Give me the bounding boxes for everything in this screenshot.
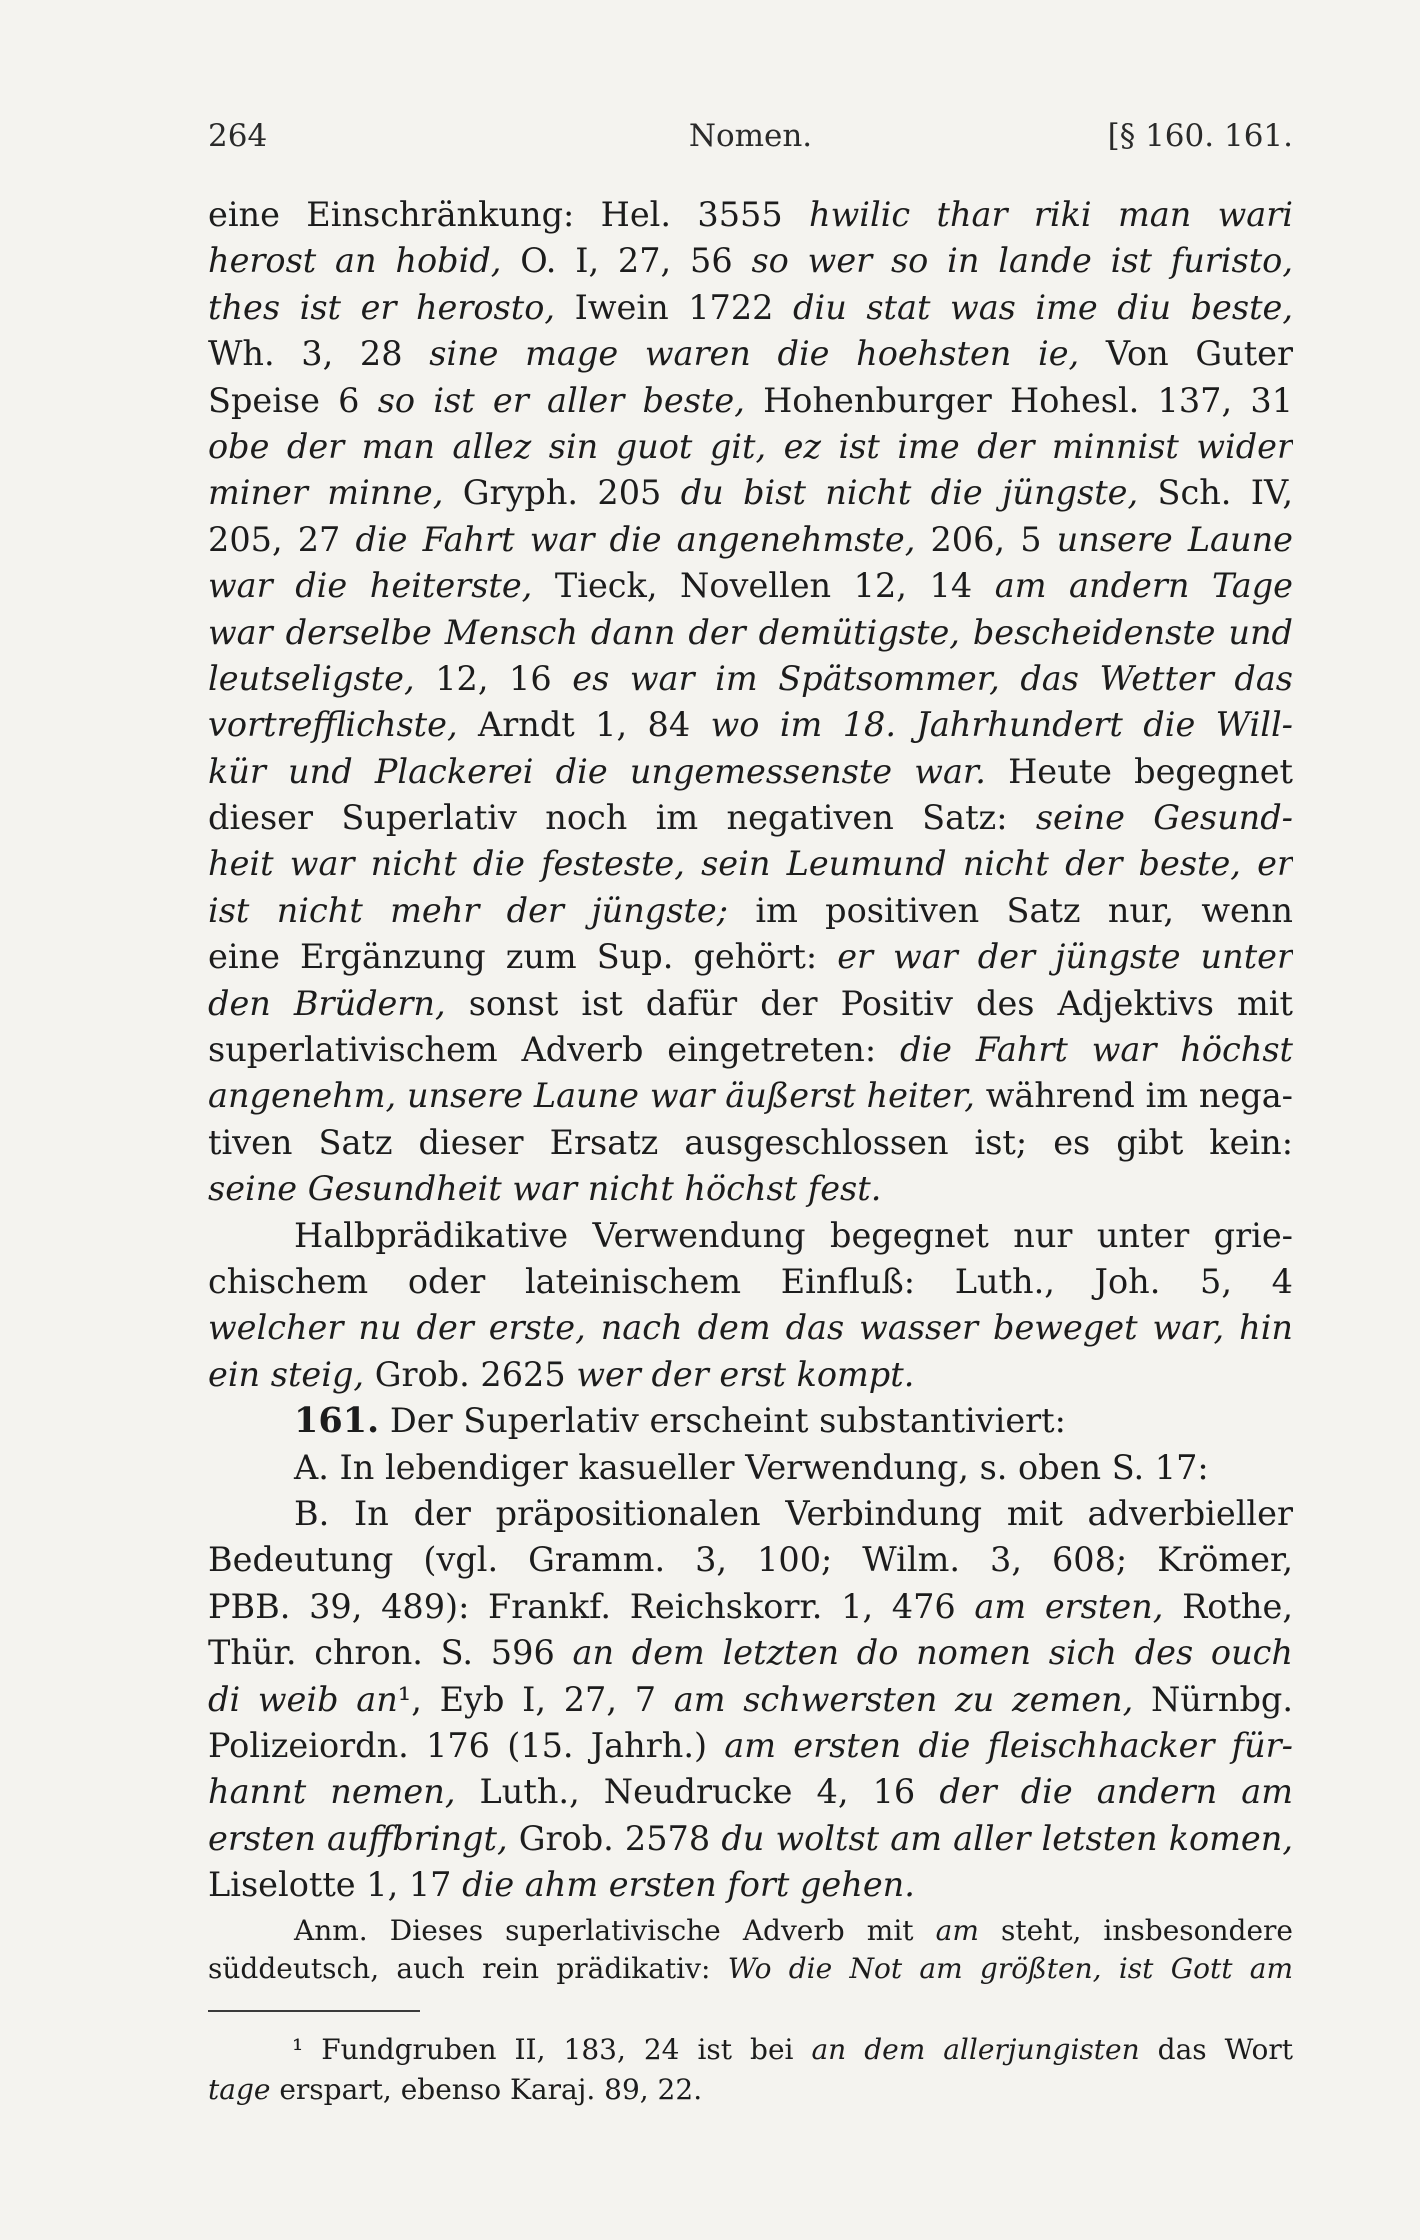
italic-citation: du bist nicht die jüngste, [680, 473, 1139, 513]
italic-citation: so ist er aller beste, [377, 380, 745, 420]
p3b-line [208, 1677, 1293, 1723]
section-reference: [§ 160. 161. [1107, 118, 1293, 154]
italic-citation: so wer so in lande ist furisto, [751, 241, 1293, 281]
p1-line [208, 1073, 1293, 1119]
italic-citation: leutseligste, [208, 658, 415, 698]
main-text [208, 192, 1293, 2110]
section-161-intro: Der Superlativ erscheint substantiviert: [389, 1401, 1066, 1441]
p1-line [208, 749, 1293, 795]
p3b-line [208, 1862, 1293, 1908]
text-span: steht, insbesondere [978, 1914, 1293, 1948]
p1-line [208, 934, 1293, 980]
italic-citation: hannt nemen, [208, 1772, 456, 1812]
text-span: Hohenburger Hohesl. 137, 31 [744, 380, 1293, 420]
text-span: O. I, 27, 56 [501, 241, 752, 281]
italic-citation: Wo die Not am größten, ist Gott am [727, 1952, 1293, 1986]
italic-citation: diu stat was ime diu beste, [793, 287, 1293, 327]
p1-line [208, 795, 1293, 841]
italic-citation: es war im Spätsommer, das Wetter das [572, 658, 1293, 698]
text-span: Von Guter [1079, 334, 1293, 374]
footnote-line [208, 2030, 1293, 2070]
p1-line [208, 610, 1293, 656]
text-span: Halbprädikative Verwendung begegnet nur unter grie- [294, 1215, 1293, 1255]
text-span: Nürnbg. [1133, 1679, 1293, 1719]
italic-citation: an dem letzten do nomen sich des ouch [572, 1633, 1293, 1673]
p2-line [208, 1259, 1293, 1305]
italic-citation: obe der man allez sin guot git, ez ist ime der minnist wider [208, 426, 1293, 466]
text-span: Thür. chron. S. 596 [208, 1633, 573, 1673]
section-161-item-b [208, 1491, 1293, 1909]
anm-line [208, 1950, 1293, 1988]
text-span: im positiven Satz nur, wenn [728, 890, 1293, 930]
p1-line [208, 841, 1293, 887]
text-span: 205, 27 [208, 519, 356, 559]
italic-citation: war derselbe Mensch dann der demütigste, bescheidenste und [208, 612, 1293, 652]
p2-line [208, 1352, 1293, 1398]
italic-citation: miner minne, [208, 473, 444, 513]
p3b-line [208, 1723, 1293, 1769]
italic-citation: am schwersten zu zemen, [673, 1679, 1134, 1719]
text-span: Heute begegnet [985, 751, 1293, 791]
running-title: Nomen. [688, 118, 813, 154]
p1-line [208, 378, 1293, 424]
italic-citation: sine mage waren die hoehsten ie, [429, 334, 1080, 374]
italic-citation: welcher nu der erste, nach dem das wasser beweget war, hin [208, 1308, 1293, 1348]
italic-citation: am ersten, [974, 1586, 1164, 1626]
text-span: süddeutsch, auch rein prädikativ: [208, 1952, 728, 1986]
p1-line [208, 1166, 1293, 1212]
text-span: 12, 16 [414, 658, 573, 698]
p3b-line [208, 1491, 1293, 1537]
page-number: 264 [208, 118, 268, 154]
italic-citation: unsere Laune [1056, 519, 1293, 559]
italic-citation: thes ist er herosto, [208, 287, 556, 327]
text-span: superlativischem Adverb eingetreten: [208, 1030, 900, 1070]
p1-line [208, 285, 1293, 331]
p1-line [208, 888, 1293, 934]
footnote-rule [208, 2010, 420, 2012]
text-span: Anm. Dieses superlativische Adverb mit [294, 1914, 936, 1948]
italic-citation: du woltst am aller letsten komen, [721, 1818, 1293, 1858]
italic-citation: angenehm, unsere Laune war äußerst heiter, [208, 1076, 975, 1116]
italic-citation: seine Gesundheit war nicht höchst fest. [208, 1169, 882, 1209]
section-161-heading-line [208, 1398, 1293, 1444]
p1-line [208, 192, 1293, 238]
text-span: Luth., Neudrucke 4, 16 [455, 1772, 940, 1812]
italic-citation: hwilic thar riki man wari [809, 195, 1293, 234]
annotation-anm [208, 1912, 1293, 1988]
footnote [208, 2030, 1293, 2110]
text-span: B. In der präpositionalen Verbindung mit adverbieller [294, 1493, 1293, 1533]
p3b-line [208, 1584, 1293, 1630]
italic-citation: die Fahrt war höchst [899, 1030, 1293, 1070]
p1-line [208, 424, 1293, 470]
text-span: sonst ist dafür der Positiv des Adjektivs mit [445, 983, 1293, 1023]
text-span: Wh. 3, 28 [208, 334, 430, 374]
p1-line [208, 1120, 1293, 1166]
p1-line [208, 1027, 1293, 1073]
footnote-line [208, 2070, 1293, 2110]
italic-citation: di weib an [208, 1679, 398, 1719]
italic-citation: ist nicht mehr der jüngste; [208, 890, 729, 930]
item-a-text: A. In lebendiger kasueller Verwendung, s. oben S. 17: [294, 1447, 1209, 1487]
italic-citation: herost an hobid, [208, 241, 502, 281]
text-span: Polizeiordn. 176 (15. Jahrh.) [208, 1725, 725, 1765]
text-span: eine Ergänzung zum Sup. gehört: [208, 937, 838, 977]
section-161-number: 161. [294, 1400, 380, 1442]
italic-citation: vortrefflichste, [208, 705, 458, 745]
italic-citation: er war der jüngste unter [837, 937, 1293, 977]
running-header [208, 118, 1293, 168]
italic-citation: seine Gesund- [1035, 798, 1293, 838]
text-span: eine Einschränkung: Hel. 3555 [208, 195, 809, 234]
paragraph-halbpraedikativ [208, 1213, 1293, 1399]
text-span: Speise 6 [208, 380, 378, 420]
text-span: Sch. IV, [1138, 473, 1293, 513]
italic-citation: wer der erst kompt. [576, 1354, 915, 1394]
italic-citation: die ahm ersten fort gehen. [462, 1865, 915, 1905]
text-span: chischem oder lateinischem Einfluß: Luth., Joh. 5, 4 [208, 1261, 1293, 1301]
p1-line [208, 563, 1293, 609]
text-span: ¹, Eyb I, 27, 7 [397, 1679, 674, 1719]
text-span: Grob. 2625 [364, 1354, 577, 1394]
p1-line [208, 517, 1293, 563]
paragraph-160-continued [208, 192, 1293, 1213]
italic-citation: kür und Plackerei die ungemessenste war. [208, 751, 986, 791]
p2-line [208, 1305, 1293, 1351]
text-span: Arndt 1, 84 [457, 705, 711, 745]
p3b-line [208, 1537, 1293, 1583]
anm-line [208, 1912, 1293, 1950]
p1-line [208, 331, 1293, 377]
text-span: Rothe, [1163, 1586, 1293, 1626]
italic-citation: die Fahrt war die angenehmste, [355, 519, 916, 559]
p3b-line [208, 1630, 1293, 1676]
p1-line [208, 470, 1293, 516]
italic-citation: am andern Tage [994, 566, 1293, 606]
text-span: während im nega- [974, 1076, 1293, 1116]
italic-citation: an dem allerjungisten [811, 2033, 1140, 2067]
text-span: Bedeutung (vgl. Gramm. 3, 100; Wilm. 3, 608; Krömer, [208, 1540, 1293, 1580]
text-span: ¹ Fundgruben II, 183, 24 ist bei [292, 2033, 812, 2067]
italic-citation: wo im 18. Jahrhundert die Will- [710, 705, 1293, 745]
text-span: Iwein 1722 [555, 287, 794, 327]
section-161-item-a [208, 1445, 1293, 1491]
italic-citation: der die andern am [939, 1772, 1293, 1812]
p3b-line [208, 1816, 1293, 1862]
italic-citation: den Brüdern, [208, 983, 446, 1023]
text-span: das Wort [1139, 2033, 1293, 2067]
italic-citation: heit war nicht die festeste, sein Leumund nicht der beste, er [208, 844, 1293, 884]
p1-line [208, 238, 1293, 284]
italic-citation: am [935, 1914, 979, 1948]
italic-citation: tage [208, 2073, 271, 2107]
p3b-line [208, 1769, 1293, 1815]
text-span: Liselotte 1, 17 [208, 1865, 463, 1905]
italic-citation: war die heiterste, [208, 566, 533, 606]
text-span: 206, 5 [915, 519, 1057, 559]
text-span: PBB. 39, 489): Frankf. Reichskorr. 1, 476 [208, 1586, 975, 1626]
text-span: Grob. 2578 [507, 1818, 722, 1858]
text-span: Tieck, Novellen 12, 14 [532, 566, 995, 606]
italic-citation: am ersten die fleischhacker für- [724, 1725, 1293, 1765]
p1-line [208, 981, 1293, 1027]
text-span: tiven Satz dieser Ersatz ausgeschlossen ist; es gibt kein: [208, 1122, 1293, 1162]
italic-citation: ersten auffbringt, [208, 1818, 508, 1858]
p1-line [208, 656, 1293, 702]
p1-line [208, 702, 1293, 748]
text-span: Gryph. 205 [443, 473, 681, 513]
italic-citation: ein steig, [208, 1354, 365, 1394]
text-span: dieser Superlativ noch im negativen Satz: [208, 798, 1036, 838]
text-span: erspart, ebenso Karaj. 89, 22. [270, 2073, 703, 2107]
p2-line [208, 1213, 1293, 1259]
